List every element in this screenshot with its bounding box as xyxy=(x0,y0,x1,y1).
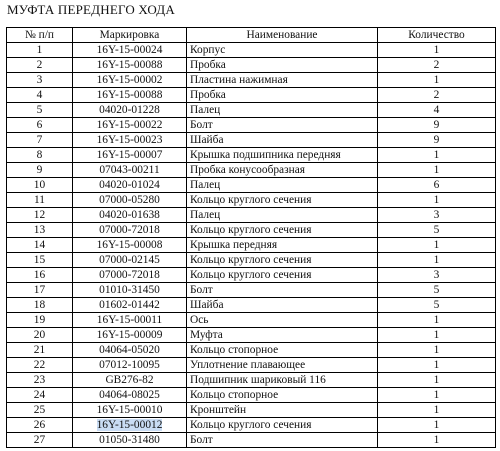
part-code-text: 04020-01228 xyxy=(99,104,160,116)
part-code xyxy=(73,148,187,163)
table-row xyxy=(7,148,496,163)
part-name xyxy=(187,403,378,418)
quantity xyxy=(378,103,496,118)
row-number-text: 22 xyxy=(33,359,46,371)
part-name xyxy=(187,298,378,313)
quantity xyxy=(378,148,496,163)
part-code-text: 04064-08025 xyxy=(99,389,160,401)
quantity xyxy=(378,343,496,358)
quantity-text: 1 xyxy=(433,239,440,251)
row-number xyxy=(7,298,73,313)
quantity-text: 5 xyxy=(433,284,440,296)
part-name xyxy=(187,358,378,373)
part-code xyxy=(73,343,187,358)
quantity-text: 1 xyxy=(433,329,440,341)
quantity xyxy=(378,43,496,58)
quantity-text: 1 xyxy=(433,44,440,56)
row-number xyxy=(7,328,73,343)
part-name xyxy=(187,193,378,208)
part-code xyxy=(73,433,187,448)
table-row xyxy=(7,163,496,178)
part-name-text: Уплотнение плавающее xyxy=(190,359,306,371)
quantity xyxy=(378,388,496,403)
part-name xyxy=(187,343,378,358)
part-code-text: 16Y-15-00088 xyxy=(96,89,163,101)
table-row xyxy=(7,343,496,358)
part-name xyxy=(187,58,378,73)
row-number-text: 7 xyxy=(36,134,43,146)
quantity-text: 2 xyxy=(433,89,440,101)
row-number xyxy=(7,133,73,148)
table-row xyxy=(7,43,496,58)
table-row xyxy=(7,328,496,343)
part-code-text: 01050-31480 xyxy=(99,434,160,446)
table-row xyxy=(7,208,496,223)
row-number-text: 5 xyxy=(36,104,43,116)
part-code xyxy=(73,178,187,193)
column-header-quantity: Количество xyxy=(378,28,496,43)
quantity xyxy=(378,118,496,133)
row-number-text: 15 xyxy=(33,254,46,266)
table-row xyxy=(7,88,496,103)
part-code xyxy=(73,298,187,313)
part-name xyxy=(187,178,378,193)
quantity-text: 5 xyxy=(433,224,440,236)
row-number xyxy=(7,178,73,193)
row-number-text: 3 xyxy=(36,74,43,86)
row-number-text: 26 xyxy=(33,419,46,431)
table-row xyxy=(7,283,496,298)
quantity-text: 1 xyxy=(433,359,440,371)
quantity xyxy=(378,178,496,193)
table-row xyxy=(7,58,496,73)
quantity xyxy=(378,208,496,223)
part-name-text: Кольцо круглого сечения xyxy=(190,419,312,431)
part-code xyxy=(73,238,187,253)
quantity xyxy=(378,163,496,178)
row-number-text: 10 xyxy=(33,179,46,191)
part-code xyxy=(73,358,187,373)
part-code-text: 07000-05280 xyxy=(99,194,160,206)
row-number-text: 24 xyxy=(33,389,46,401)
table-row xyxy=(7,103,496,118)
row-number xyxy=(7,43,73,58)
row-number-text: 6 xyxy=(36,119,43,131)
part-code xyxy=(73,88,187,103)
part-code-text: 04020-01024 xyxy=(99,179,160,191)
quantity-text: 1 xyxy=(433,164,440,176)
part-code xyxy=(73,43,187,58)
row-number xyxy=(7,268,73,283)
part-name xyxy=(187,103,378,118)
part-name xyxy=(187,433,378,448)
row-number-text: 21 xyxy=(33,344,46,356)
quantity xyxy=(378,328,496,343)
quantity-text: 3 xyxy=(433,269,440,281)
quantity-text: 1 xyxy=(433,404,440,416)
table-row xyxy=(7,118,496,133)
row-number xyxy=(7,403,73,418)
table-row xyxy=(7,223,496,238)
header-row xyxy=(7,28,496,43)
row-number xyxy=(7,88,73,103)
quantity-text: 9 xyxy=(433,119,440,131)
row-number xyxy=(7,388,73,403)
part-code-text: 04020-01638 xyxy=(99,209,160,221)
part-code-text: 16Y-15-00088 xyxy=(96,59,163,71)
quantity-text: 1 xyxy=(433,149,440,161)
part-name xyxy=(187,88,378,103)
part-code-text: 16Y-15-00002 xyxy=(96,74,163,86)
part-name-text: Кольцо круглого сечения xyxy=(190,254,312,266)
row-number-text: 17 xyxy=(33,284,46,296)
part-name-text: Палец xyxy=(190,209,221,221)
quantity xyxy=(378,193,496,208)
part-name-text: Крышка передняя xyxy=(190,239,278,251)
part-code xyxy=(73,388,187,403)
part-code xyxy=(73,313,187,328)
table-row xyxy=(7,403,496,418)
quantity-text: 6 xyxy=(433,179,440,191)
part-name xyxy=(187,418,378,433)
table-row xyxy=(7,388,496,403)
quantity-text: 2 xyxy=(433,59,440,71)
part-code-text: 16Y-15-00012 xyxy=(96,419,163,431)
part-code-text: 07000-02145 xyxy=(99,254,160,266)
part-name xyxy=(187,73,378,88)
part-name xyxy=(187,388,378,403)
part-name-text: Пробка xyxy=(190,89,226,101)
row-number-text: 4 xyxy=(36,89,43,101)
part-code xyxy=(73,283,187,298)
quantity-text: 1 xyxy=(433,434,440,446)
part-name-text: Кольцо стопорное xyxy=(190,389,279,401)
row-number xyxy=(7,283,73,298)
row-number-text: 8 xyxy=(36,149,43,161)
row-number xyxy=(7,358,73,373)
row-number xyxy=(7,163,73,178)
quantity xyxy=(378,73,496,88)
row-number-text: 27 xyxy=(33,434,46,446)
part-code xyxy=(73,133,187,148)
part-code xyxy=(73,418,187,433)
row-number-text: 14 xyxy=(33,239,46,251)
part-name xyxy=(187,148,378,163)
part-code xyxy=(73,403,187,418)
part-name xyxy=(187,268,378,283)
part-code-text: 07043-00211 xyxy=(99,164,160,176)
row-number xyxy=(7,253,73,268)
document-title: МУФТА ПЕРЕДНЕГО ХОДА xyxy=(7,2,175,17)
table-row xyxy=(7,418,496,433)
quantity-text: 1 xyxy=(433,254,440,266)
quantity xyxy=(378,133,496,148)
row-number xyxy=(7,103,73,118)
part-code xyxy=(73,373,187,388)
table-row xyxy=(7,268,496,283)
part-name xyxy=(187,118,378,133)
quantity xyxy=(378,58,496,73)
part-code-text: 07000-72018 xyxy=(99,224,160,236)
quantity-text: 3 xyxy=(433,209,440,221)
row-number-text: 19 xyxy=(33,314,46,326)
part-code-text: 01010-31450 xyxy=(99,284,160,296)
part-name-text: Палец xyxy=(190,179,221,191)
row-number xyxy=(7,223,73,238)
part-code xyxy=(73,268,187,283)
quantity xyxy=(378,433,496,448)
part-code-text: 16Y-15-00008 xyxy=(96,239,163,251)
part-code-text: 16Y-15-00011 xyxy=(96,314,163,326)
table-row xyxy=(7,193,496,208)
part-name-text: Шайба xyxy=(190,134,224,146)
row-number xyxy=(7,193,73,208)
part-name-text: Палец xyxy=(190,104,221,116)
quantity xyxy=(378,283,496,298)
part-name xyxy=(187,373,378,388)
quantity xyxy=(378,298,496,313)
part-name-text: Муфта xyxy=(190,329,223,341)
part-name-text: Болт xyxy=(190,119,213,131)
part-name xyxy=(187,313,378,328)
part-name-text: Кронштейн xyxy=(190,404,247,416)
table-row xyxy=(7,358,496,373)
part-code-text: 16Y-15-00009 xyxy=(96,329,163,341)
table-row xyxy=(7,178,496,193)
part-name xyxy=(187,208,378,223)
table-header xyxy=(7,28,496,43)
row-number xyxy=(7,118,73,133)
part-code xyxy=(73,223,187,238)
part-name xyxy=(187,283,378,298)
column-header-number: № п/п xyxy=(7,28,73,43)
quantity-text: 1 xyxy=(433,389,440,401)
quantity xyxy=(378,313,496,328)
table-row xyxy=(7,133,496,148)
part-name-text: Болт xyxy=(190,284,213,296)
row-number-text: 13 xyxy=(33,224,46,236)
row-number xyxy=(7,418,73,433)
column-header-name: Наименование xyxy=(187,28,378,43)
table-row xyxy=(7,373,496,388)
row-number-text: 1 xyxy=(36,44,43,56)
part-name xyxy=(187,163,378,178)
quantity xyxy=(378,253,496,268)
part-name xyxy=(187,43,378,58)
part-name-text: Крышка подшипника передняя xyxy=(190,149,341,161)
parts-table xyxy=(6,27,496,448)
part-code xyxy=(73,193,187,208)
part-code-text: 07000-72018 xyxy=(99,269,160,281)
part-name xyxy=(187,328,378,343)
quantity-text: 9 xyxy=(433,134,440,146)
part-code xyxy=(73,73,187,88)
part-code-text: 04064-05020 xyxy=(99,344,160,356)
part-name xyxy=(187,238,378,253)
part-code-text: 16Y-15-00007 xyxy=(96,149,163,161)
row-number-text: 23 xyxy=(33,374,46,386)
row-number-text: 12 xyxy=(33,209,46,221)
part-code xyxy=(73,208,187,223)
part-name xyxy=(187,133,378,148)
part-name-text: Ось xyxy=(190,314,209,326)
row-number-text: 25 xyxy=(33,404,46,416)
quantity-text: 1 xyxy=(433,314,440,326)
part-code-text: 16Y-15-00023 xyxy=(96,134,163,146)
quantity xyxy=(378,223,496,238)
part-name-text: Шайба xyxy=(190,299,224,311)
row-number xyxy=(7,73,73,88)
table-row xyxy=(7,433,496,448)
quantity xyxy=(378,403,496,418)
part-code-text: GB276-82 xyxy=(105,374,154,386)
table-body xyxy=(7,43,496,448)
quantity-text: 1 xyxy=(433,194,440,206)
part-name-text: Корпус xyxy=(190,44,226,56)
quantity-text: 1 xyxy=(433,344,440,356)
part-name-text: Пробка конусообразная xyxy=(190,164,306,176)
row-number xyxy=(7,208,73,223)
quantity xyxy=(378,418,496,433)
part-name-text: Кольцо круглого сечения xyxy=(190,269,312,281)
part-code xyxy=(73,163,187,178)
row-number xyxy=(7,433,73,448)
table-row xyxy=(7,253,496,268)
row-number xyxy=(7,148,73,163)
part-name-text: Кольцо стопорное xyxy=(190,344,279,356)
part-code-text: 16Y-15-00022 xyxy=(96,119,163,131)
row-number-text: 9 xyxy=(36,164,43,176)
part-code-text: 07012-10095 xyxy=(99,359,160,371)
part-code xyxy=(73,328,187,343)
part-code xyxy=(73,103,187,118)
part-name-text: Подшипник шариковый 116 xyxy=(190,374,326,386)
quantity xyxy=(378,88,496,103)
row-number xyxy=(7,313,73,328)
quantity xyxy=(378,358,496,373)
part-name-text: Кольцо круглого сечения xyxy=(190,224,312,236)
part-code-text: 01602-01442 xyxy=(99,299,160,311)
column-header-part-code: Маркировка xyxy=(73,28,187,43)
part-code xyxy=(73,58,187,73)
row-number-text: 18 xyxy=(33,299,46,311)
row-number xyxy=(7,58,73,73)
table-row xyxy=(7,238,496,253)
row-number xyxy=(7,238,73,253)
quantity xyxy=(378,268,496,283)
quantity-text: 4 xyxy=(433,104,440,116)
part-code xyxy=(73,118,187,133)
part-code-text: 16Y-15-00010 xyxy=(96,404,163,416)
row-number-text: 20 xyxy=(33,329,46,341)
quantity-text: 1 xyxy=(433,74,440,86)
row-number-text: 2 xyxy=(36,59,43,71)
quantity xyxy=(378,373,496,388)
row-number xyxy=(7,373,73,388)
quantity-text: 1 xyxy=(433,419,440,431)
row-number-text: 16 xyxy=(33,269,46,281)
part-name xyxy=(187,223,378,238)
part-name-text: Пластина нажимная xyxy=(190,74,288,86)
row-number xyxy=(7,343,73,358)
table-row xyxy=(7,298,496,313)
part-code-text: 16Y-15-00024 xyxy=(96,44,163,56)
part-name xyxy=(187,253,378,268)
quantity xyxy=(378,238,496,253)
part-name-text: Болт xyxy=(190,434,213,446)
row-number-text: 11 xyxy=(34,194,45,206)
part-name-text: Кольцо круглого сечения xyxy=(190,194,312,206)
part-code xyxy=(73,253,187,268)
table-row xyxy=(7,73,496,88)
part-name-text: Пробка xyxy=(190,59,226,71)
table-row xyxy=(7,313,496,328)
quantity-text: 1 xyxy=(433,374,440,386)
quantity-text: 5 xyxy=(433,299,440,311)
